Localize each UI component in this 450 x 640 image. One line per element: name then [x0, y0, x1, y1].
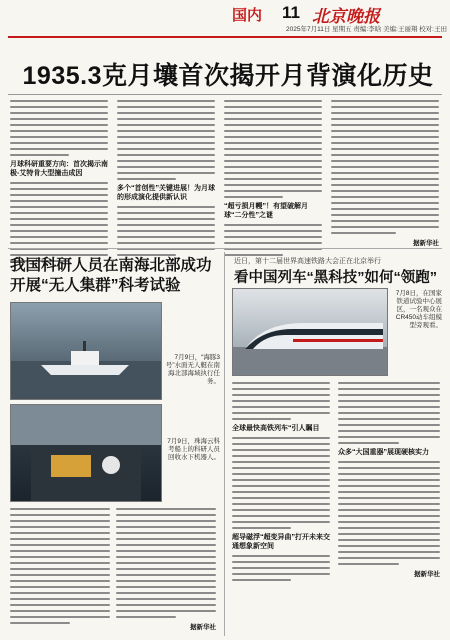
train-illustration: [233, 289, 387, 375]
photo-caption-2: 7月9日，珠海云科考船上的科研人员回收水下机器人。: [167, 438, 220, 461]
third-subhead-1: 全球最快高铁列车“引人瞩目: [232, 425, 320, 432]
second-column-1: [10, 508, 110, 628]
lead-subhead-1: 月球科研重要方向：首次揭示南极-艾特肯大型撞击成因: [10, 161, 108, 177]
third-headline: 看中国列车“黑科技”如何“领跑”: [234, 270, 437, 286]
second-credit: 据新华社: [190, 624, 216, 631]
third-subhead-3: 超导磁浮“超变异曲”打开未来交通想象新空间: [232, 534, 330, 550]
train-caption: 7月8日，在国家铁道试验中心展区，一名观众在CR450动车组模型旁观看。: [395, 290, 442, 329]
lead-column-2: [117, 100, 215, 260]
headline-rule: [8, 94, 442, 95]
photo-caption-1: 7月9日，“海豚3号”水面无人艇在南海北部海域执行任务。: [165, 354, 220, 385]
lead-column-1: [10, 100, 108, 266]
third-credit: 据新华社: [414, 571, 440, 578]
third-column-2: [338, 382, 440, 578]
third-kicker: 近日，第十二届世界高速铁路大会正在北京举行: [234, 258, 381, 265]
lead-subhead-2: 多个“首创性”关键进展！为月球的形成演化提供新认识: [117, 185, 215, 201]
boat-illustration: [11, 303, 161, 399]
third-subhead-2: 众多“大国重器”展现硬核实力: [338, 449, 429, 456]
lead-credit: 据新华社: [413, 240, 439, 247]
lead-column-4: [331, 100, 439, 247]
dateline: 2025年7月11日 星期五 责编:李晗 美编:王丽翔 校对:王田: [286, 26, 447, 33]
train-photo: [232, 288, 388, 376]
unmanned-boat-photo: [10, 302, 162, 400]
page-number: 11: [282, 3, 300, 22]
newspaper-logo: 北京晚报: [312, 7, 380, 27]
section-name: 国内: [232, 7, 263, 24]
column-divider: [224, 252, 225, 636]
masthead-rule: [8, 36, 442, 38]
second-column-2: [116, 508, 216, 631]
section-divider: [8, 248, 442, 249]
ship-deck-illustration: [11, 405, 161, 501]
third-column-1: [232, 382, 330, 585]
lead-headline: 1935.3克月壤首次揭开月背演化历史: [22, 62, 434, 90]
masthead: [0, 0, 450, 44]
second-headline: 我国科研人员在南海北部成功开展“无人集群”科考试验: [10, 257, 212, 294]
underwater-robot-photo: [10, 404, 162, 502]
lead-subhead-3: “超亏损月幔”！有望破解月球“二分性”之谜: [224, 203, 308, 219]
lead-column-3: [224, 100, 322, 260]
